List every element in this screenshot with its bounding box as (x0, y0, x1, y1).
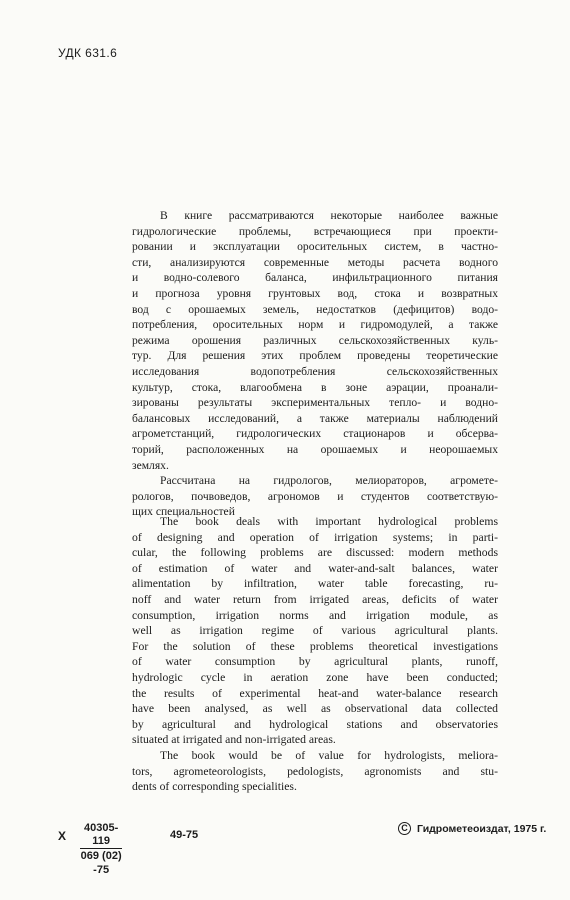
index-suffix: 49-75 (170, 829, 199, 841)
en-line: of designing and operation of irrigation systems; in parti- (132, 530, 498, 544)
ru-line: землях. (132, 458, 169, 472)
ru-line: торий, расположенных на орошаемых и неорошаемых (132, 442, 498, 456)
ru-line: режима орошения различных сельскохозяйственных куль- (132, 333, 498, 347)
ru-line: культур, стока, влагообмена в зоне аэрации, проанали- (132, 380, 498, 394)
en-line: The book deals with important hydrological problems (160, 515, 498, 528)
en-line: For the solution of these problems theoretical investigations (132, 639, 498, 653)
ru-line: и водно-солевого баланса, инфильтрационного питания (132, 271, 498, 285)
en-paragraph (132, 514, 498, 748)
publisher-name: Гидрометеоиздат, 1975 г. (417, 822, 547, 835)
copyright-icon: C (398, 822, 411, 835)
index-fraction (80, 822, 122, 877)
abstract-english (132, 514, 498, 795)
udk-code: УДК 631.6 (58, 46, 118, 60)
ru-line: исследования водопотребления сельскохозяйственных (132, 364, 498, 378)
en-line: The book would be of value for hydrologists, meliora- (160, 748, 498, 762)
ru-line: зированы результаты экспериментальных тепло- и водно- (132, 396, 498, 410)
en-line: tors, agrometeorologists, pedologists, agronomists and stu- (132, 764, 498, 778)
ru-line: ровании и эксплуатации оросительных систем, в частно- (132, 240, 498, 254)
ru-line: В книге рассматриваются некоторые наиболее важные (160, 209, 498, 222)
ru-line: Рассчитана на гидрологов, мелиораторов, агромете- (160, 474, 498, 488)
ru-line: щих специальностей (132, 505, 235, 519)
index-denominator: 069 (02) -75 (80, 850, 122, 876)
en-line: cular, the following problems are discussed: modern methods (132, 546, 498, 560)
ru-line: балансовых исследований, а также материалы наблюдений (132, 411, 498, 425)
ru-line: рологов, почвоведов, агрономов и студентов соответствую- (132, 489, 498, 503)
ru-paragraph (132, 208, 498, 473)
en-paragraph (132, 748, 498, 795)
en-line: hydrologic cycle in aeration zone have been conducted; (132, 670, 498, 684)
en-line: alimentation by infiltration, water table forecasting, ru- (132, 577, 498, 591)
ru-line: агрометстанций, гидрологических стационаров и обсерва- (132, 427, 498, 441)
en-line: of estimation of water and water-and-salt balances, water (132, 561, 498, 575)
ru-line: вод с орошаемых земель, недостатков (дефицитов) водо- (132, 302, 498, 316)
en-line: consumption, irrigation norms and irrigation module, as (132, 608, 498, 622)
ru-paragraph (132, 473, 498, 520)
en-line: dents of corresponding specialities. (132, 780, 297, 794)
en-line: noff and water return from irrigated areas, deficits of water (132, 592, 498, 606)
en-line: by agricultural and hydrological stations and observatories (132, 717, 498, 731)
ru-line: потребления, оросительных норм и гидромодулей, а также (132, 318, 498, 332)
ru-line: гидрологические проблемы, встречающиеся при проекти- (132, 224, 498, 238)
ru-line: и прогноза уровня грунтовых вод, стока и возвратных (132, 286, 498, 300)
ru-line: тур. Для решения этих проблем проведены теоретические (132, 349, 498, 363)
en-line: situated at irrigated and non-irrigated areas. (132, 733, 336, 747)
index-letter: X (58, 829, 67, 843)
ru-line: сти, анализируются современные методы расчета водного (132, 255, 498, 269)
en-line: well as irrigation regime of various agricultural plants. (132, 624, 498, 638)
en-line: the results of experimental heat-and water-balance research (132, 686, 498, 700)
en-line: of water consumption by agricultural plants, runoff, (132, 655, 498, 669)
en-line: have been analysed, as well as observational data collected (132, 702, 498, 716)
abstract-russian (132, 208, 498, 520)
copyright-line (398, 822, 546, 835)
index-numerator: 40305-119 (80, 822, 122, 849)
